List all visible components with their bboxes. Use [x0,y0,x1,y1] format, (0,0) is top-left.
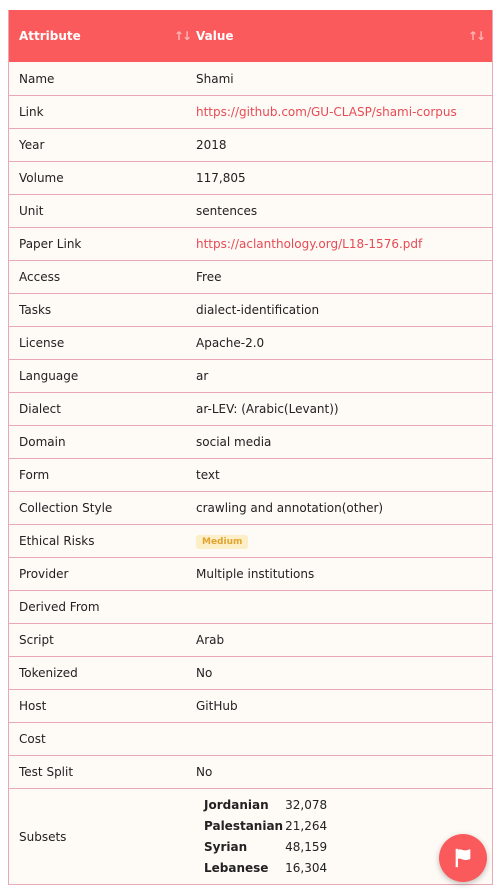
sort-icon[interactable]: ↑↓ [173,29,190,43]
value-cell: Multiple institutions [196,567,315,581]
value-cell: crawling and annotation(other) [196,501,384,515]
value-cell: ar-LEV: (Arabic(Levant)) [196,402,339,416]
table-row [9,524,492,557]
attribute-cell: Dialect [19,402,61,416]
attribute-cell: Derived From [19,600,100,614]
subset-row [204,816,327,837]
value-cell: dialect-identification [196,303,320,317]
attribute-cell: Name [19,71,55,86]
value-cell: Shami [196,71,234,86]
attribute-cell: Year [19,138,45,152]
subset-name: Palestanian [204,819,284,833]
value-cell: 117,805 [196,171,246,185]
table-row [9,194,492,227]
table-row [9,95,492,128]
table-row [9,260,492,293]
column-header-attribute-label: Attribute [19,29,81,43]
subsets-table [204,795,327,879]
value-cell: social media [196,435,272,449]
subset-name: Lebanese [204,861,269,875]
attribute-cell: License [19,336,65,350]
table-row [9,458,492,491]
subset-count: 48,159 [285,840,328,854]
subset-name: Jordanian [204,798,269,812]
metadata-table [8,10,493,885]
table-row [9,689,492,722]
attribute-cell: Collection Style [19,501,113,515]
attribute-cell: Tasks [19,303,52,317]
table-row-subsets [9,788,492,884]
column-header-attribute[interactable] [9,10,196,62]
repo-link[interactable]: https://github.com/GU-CLASP/shami-corpus [196,105,457,119]
subset-row [204,858,327,879]
attribute-cell: Paper Link [19,237,82,251]
attribute-cell: Cost [19,732,46,746]
subset-name: Syrian [204,840,248,854]
attribute-cell: Script [19,633,54,647]
attribute-cell: Subsets [19,829,67,844]
value-cell: Apache-2.0 [196,336,265,350]
table-row [9,656,492,689]
value-cell: Free [196,270,222,284]
column-header-value-label: Value [196,29,234,43]
attribute-cell: Provider [19,567,69,581]
table-row [9,425,492,458]
attribute-cell: Host [19,699,47,713]
attribute-cell: Ethical Risks [19,534,95,548]
value-cell: 2018 [196,138,227,152]
value-cell: text [196,468,220,482]
table-row [9,161,492,194]
value-cell: sentences [196,204,258,218]
table-row [9,557,492,590]
table-row [9,227,492,260]
table-row [9,359,492,392]
subset-count: 21,264 [285,819,328,833]
table-row [9,722,492,755]
table-row [9,62,492,95]
value-cell: No [196,765,213,779]
attribute-cell: Language [19,369,79,383]
table-row [9,491,492,524]
flag-icon [452,847,474,869]
attribute-cell: Domain [19,435,66,449]
value-cell: GitHub [196,699,238,713]
subset-count: 16,304 [285,861,328,875]
attribute-cell: Test Split [19,765,74,779]
table-row [9,590,492,623]
value-cell: ar [196,369,209,383]
table-row [9,326,492,359]
table-row [9,755,492,788]
table-body [9,62,492,884]
value-cell: Arab [196,633,225,647]
report-flag-button[interactable] [439,834,487,882]
table-row [9,392,492,425]
value-cell: No [196,666,213,680]
attribute-cell: Unit [19,204,44,218]
attribute-cell: Form [19,468,50,482]
subset-count: 32,078 [285,798,328,812]
attribute-cell: Access [19,270,61,284]
subset-row [204,795,327,816]
table-header [9,10,492,62]
attribute-cell: Tokenized [19,666,78,680]
sort-icon[interactable]: ↑↓ [467,29,484,43]
attribute-cell: Volume [19,171,64,185]
paper-link[interactable]: https://aclanthology.org/L18-1576.pdf [196,237,423,251]
table-row [9,623,492,656]
column-header-value[interactable] [196,10,492,62]
table-row [9,128,492,161]
ethical-risk-badge: Medium [196,535,248,549]
subset-row [204,837,327,858]
attribute-cell: Link [19,105,44,119]
table-row [9,293,492,326]
